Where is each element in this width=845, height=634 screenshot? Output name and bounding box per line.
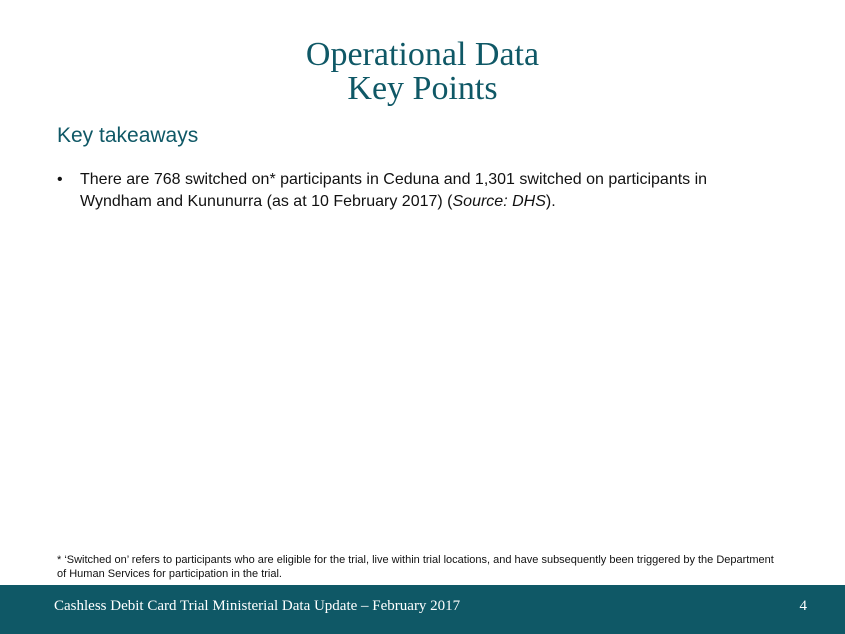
footnote: * ‘Switched on’ refers to participants who are eligible for the trial, live within trial locations, and have subsequently been triggered by the Department of Human Services for participation in the trial. [57,554,774,580]
slide-title-line-2: Key Points [347,70,498,107]
bullet-marker: • [57,171,63,188]
slide-title [0,38,845,106]
bullet-source: Source: DHS [452,193,546,210]
bullet-text [80,169,777,213]
bullet-text-end: ). [545,193,556,210]
bullet-item [57,169,777,213]
bullet-text-main: There are 768 switched on* participants in Ceduna and 1,301 switched on participants in Wyndham and Kununurra (as at 10 February 2017) ( [80,171,708,210]
footer-text: Cashless Debit Card Trial Ministerial Data Update – February 2017 [54,598,461,614]
bullet-list [57,169,777,213]
section-heading: Key takeaways [57,124,199,147]
page-number: 4 [799,598,807,614]
slide-title-line-1: Operational Data [305,36,540,73]
